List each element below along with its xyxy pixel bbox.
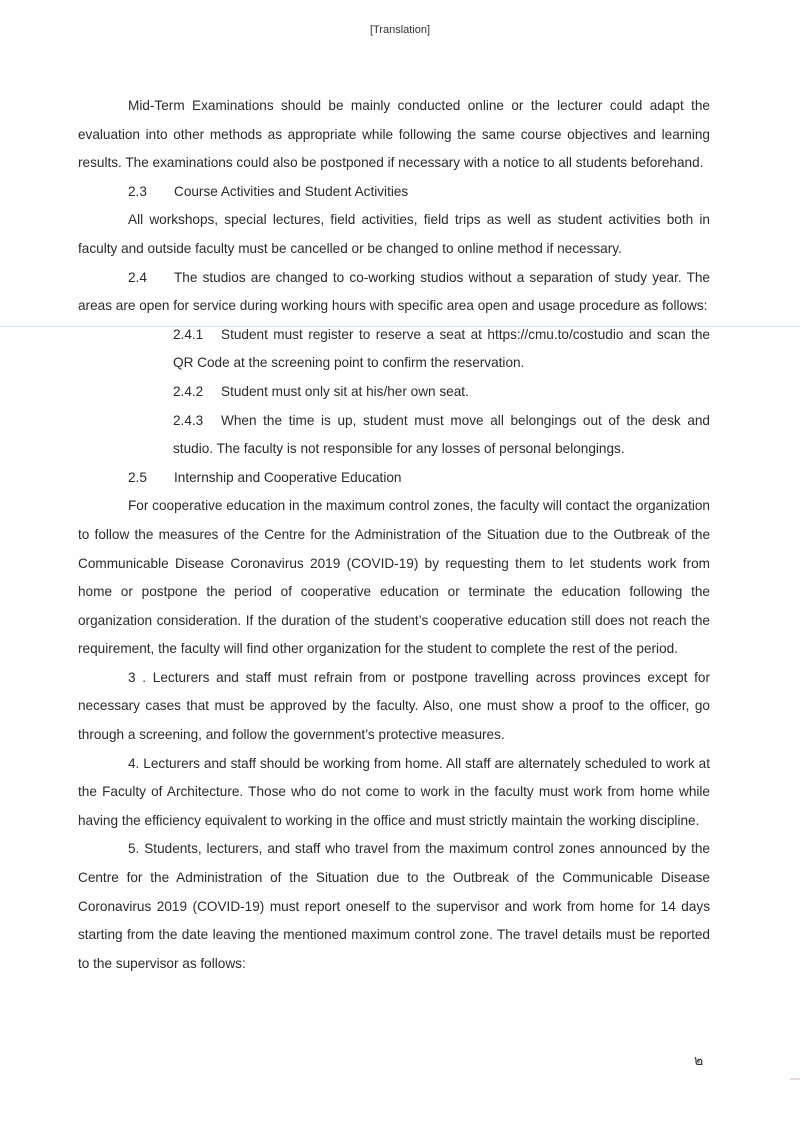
paragraph-cooperative-education: For cooperative education in the maximum control zones, the faculty will contact the organization to follow the measures of the Centre for the Administration of the Situation due to the Outbreak of the Communicable Disease Coronavirus 2019 (COVID-19) by requesting them to let students work from home or postpone the period of cooperative education or terminate the education following the organization consideration. If the duration of the student’s cooperative education still does not reach the requirement, the faculty will find other organization for the student to complete the rest of the period. [78,498,710,657]
sub-item-number: 2.4.3 [173,412,204,428]
paragraph-item-3: 3 . Lecturers and staff must refrain from or postpone travelling across provinces except for necessary cases that must be approved by the faculty. Also, one must show a proof to the officer, go through a screening, and follow the government’s protective measures. [78,669,710,743]
sub-item-number: 2.4.2 [173,383,204,399]
paragraph-activities: All workshops, special lectures, field activities, field trips as well as student activities both in faculty and outside faculty must be cancelled or be changed to online method if necessary. [78,212,710,256]
page-number: ๒ [694,1052,704,1068]
heading-2-5 [78,464,710,493]
scan-edge-mark [790,1078,800,1080]
heading-2-3 [78,178,710,207]
section-text: The studios are changed to co-working studios without a separation of study year. The areas are open for service during working hours with specific area open and usage procedure as follows: [78,269,710,314]
heading-text: Course Activities and Student Activities [174,183,409,199]
sub-item-text: Student must only sit at his/her own seat. [221,383,469,399]
sub-item-number: 2.4.1 [173,326,204,342]
sub-item-text: Student must register to reserve a seat at https://cmu.to/costudio and scan the QR Code at the screening point to confirm the reservation. [173,326,710,371]
sub-item-2-4-3 [78,407,710,464]
section-number: 2.4 [128,269,147,285]
sub-item-2-4-2 [78,378,710,407]
sub-item-text: When the time is up, student must move all belongings out of the desk and studio. The faculty is not responsible for any losses of personal belongings. [173,412,710,457]
heading-number: 2.5 [128,469,147,485]
paragraph-studios [78,264,710,321]
translation-header: [Translation] [369,24,431,36]
heading-text: Internship and Cooperative Education [174,469,402,485]
sub-item-2-4-1 [78,321,710,378]
paragraph-mid-term: Mid-Term Examinations should be mainly conducted online or the lecturer could adapt the evaluation into other methods as appropriate while following the same course objectives and learning results. The examinations could also be postponed if necessary with a notice to all students beforehand. [78,98,710,171]
heading-number: 2.3 [128,183,147,199]
paragraph-item-5: 5. Students, lecturers, and staff who travel from the maximum control zones announced by the Centre for the Administration of the Situation due to the Outbreak of the Communicable Disease Coronavirus 2019 (COVID-19) must report oneself to the supervisor and work from home for 14 days starting from the date leaving the mentioned maximum control zone. The travel details must be reported to the supervisor as follows: [78,841,710,971]
document-body [78,92,710,978]
paragraph-item-4: 4. Lecturers and staff should be working from home. All staff are alternately scheduled to work at the Faculty of Architecture. Those who do not come to work in the faculty must work from home while having the efficiency equivalent to working in the office and must strictly maintain the working discipline. [78,755,710,828]
